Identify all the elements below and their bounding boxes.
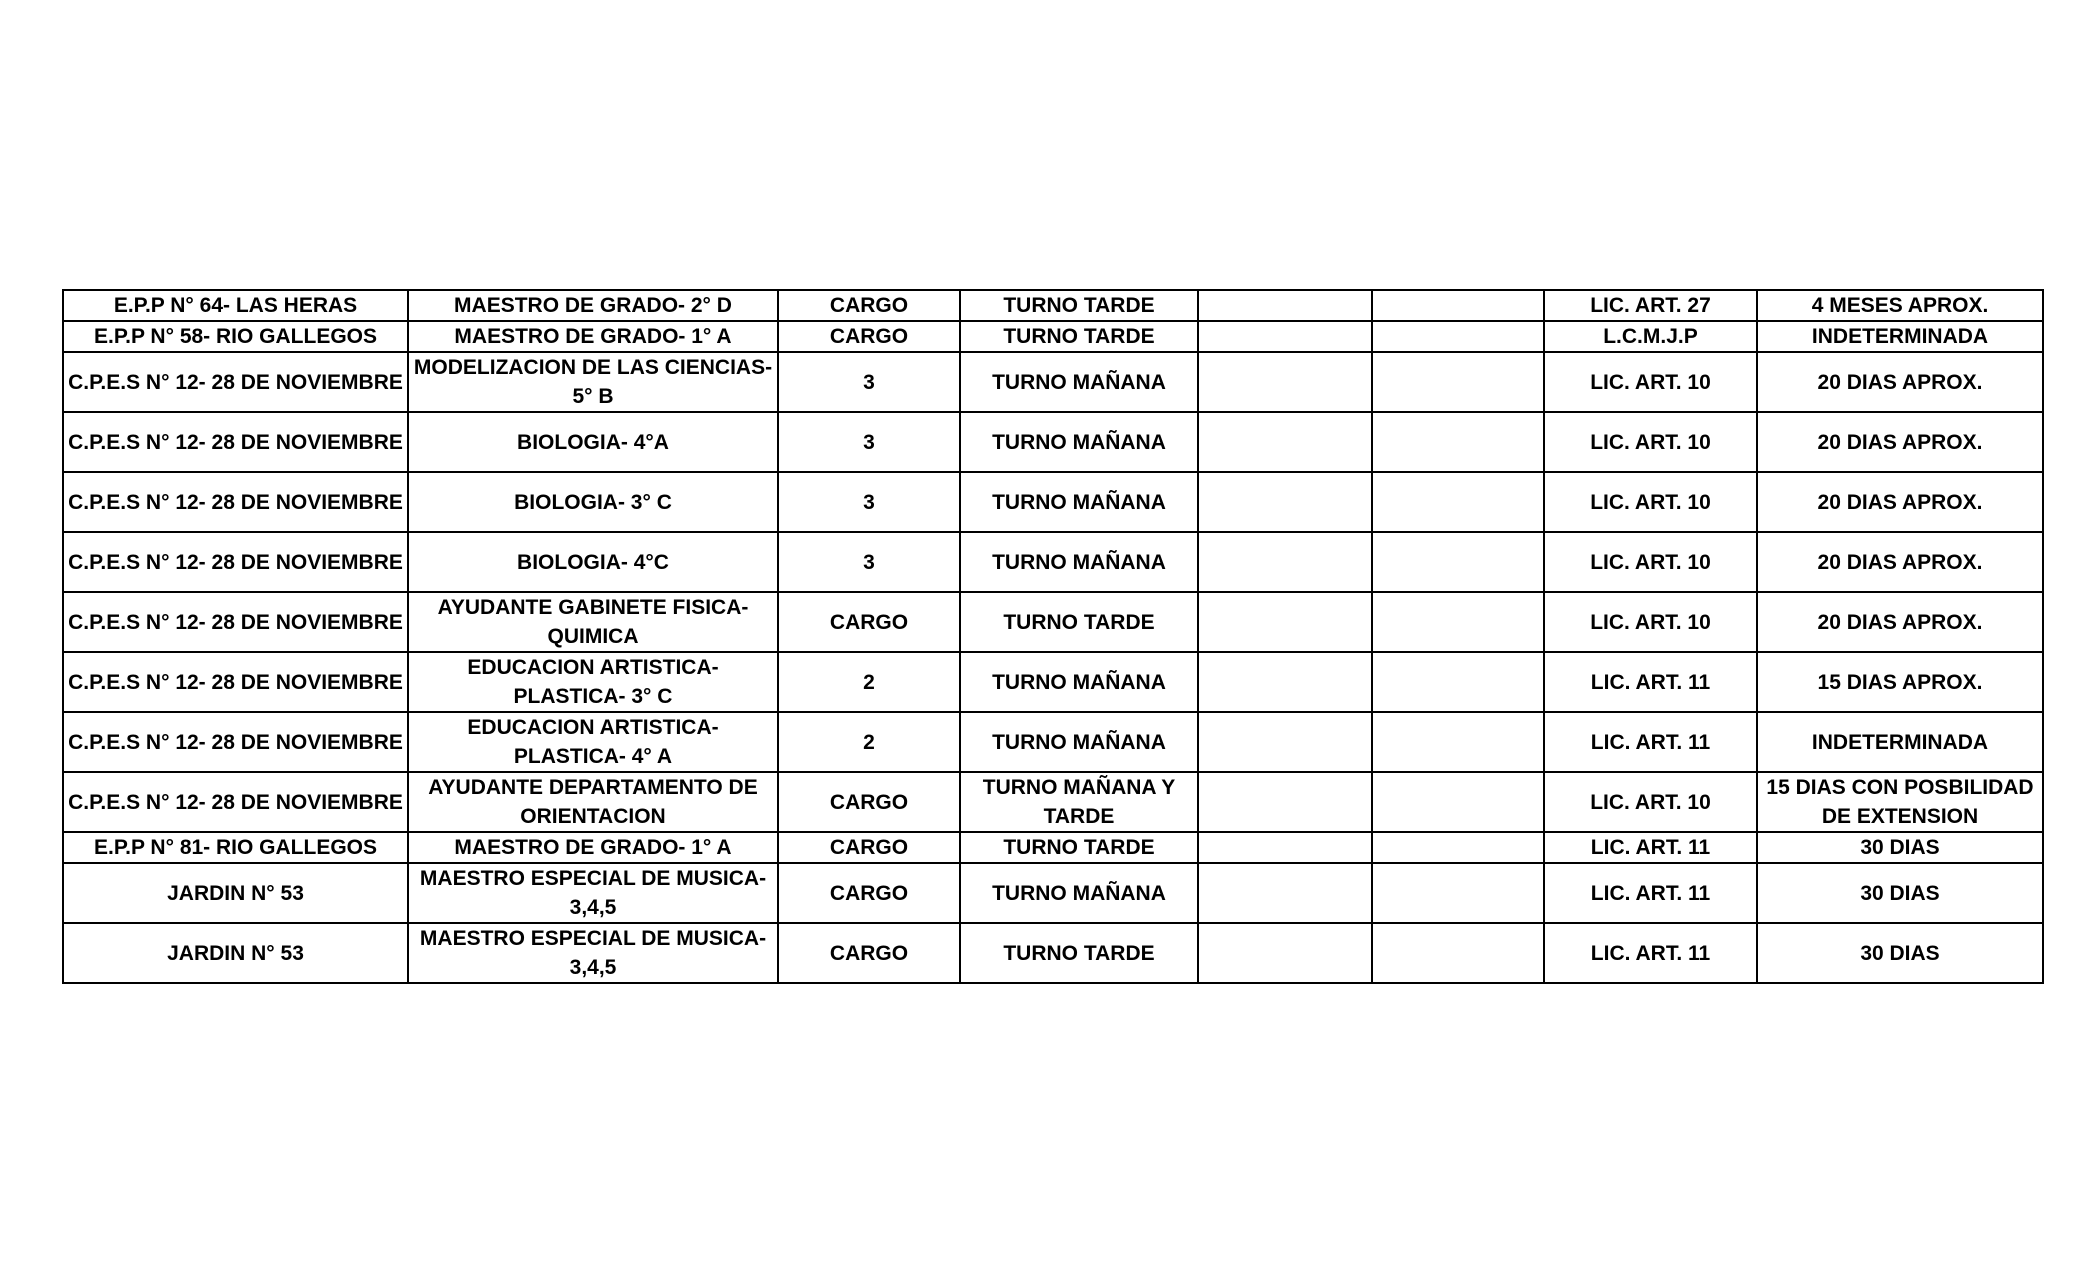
leave-type-cell: LIC. ART. 10: [1544, 772, 1757, 832]
table-row: [63, 290, 2043, 321]
table-row: [63, 832, 2043, 863]
empty-cell: [1372, 321, 1544, 352]
vacancy-sheet: [62, 289, 2042, 984]
shift-cell: TURNO MAÑANA: [960, 863, 1198, 923]
empty-cell: [1198, 923, 1372, 983]
shift-cell: TURNO MAÑANA: [960, 652, 1198, 712]
empty-cell: [1198, 352, 1372, 412]
hours-cell: CARGO: [778, 321, 960, 352]
school-cell: E.P.P N° 58- RIO GALLEGOS: [63, 321, 408, 352]
empty-cell: [1372, 863, 1544, 923]
hours-cell: CARGO: [778, 592, 960, 652]
shift-cell: TURNO TARDE: [960, 923, 1198, 983]
hours-cell: 2: [778, 652, 960, 712]
leave-type-cell: LIC. ART. 10: [1544, 412, 1757, 472]
shift-cell: TURNO MAÑANA Y TARDE: [960, 772, 1198, 832]
duration-cell: 20 DIAS APROX.: [1757, 592, 2043, 652]
position-cell: EDUCACION ARTISTICA- PLASTICA- 4° A: [408, 712, 778, 772]
empty-cell: [1372, 412, 1544, 472]
empty-cell: [1372, 472, 1544, 532]
position-cell: AYUDANTE GABINETE FISICA-QUIMICA: [408, 592, 778, 652]
empty-cell: [1198, 652, 1372, 712]
hours-cell: 3: [778, 412, 960, 472]
table-row: [63, 412, 2043, 472]
position-cell: BIOLOGIA- 3° C: [408, 472, 778, 532]
position-cell: MODELIZACION DE LAS CIENCIAS- 5° B: [408, 352, 778, 412]
table-row: [63, 321, 2043, 352]
school-cell: C.P.E.S N° 12- 28 DE NOVIEMBRE: [63, 712, 408, 772]
table-row: [63, 592, 2043, 652]
school-cell: C.P.E.S N° 12- 28 DE NOVIEMBRE: [63, 412, 408, 472]
table-row: [63, 863, 2043, 923]
position-cell: EDUCACION ARTISTICA- PLASTICA- 3° C: [408, 652, 778, 712]
position-cell: BIOLOGIA- 4°C: [408, 532, 778, 592]
duration-cell: 20 DIAS APROX.: [1757, 532, 2043, 592]
empty-cell: [1198, 592, 1372, 652]
position-cell: BIOLOGIA- 4°A: [408, 412, 778, 472]
hours-cell: CARGO: [778, 863, 960, 923]
vacancy-table: [62, 289, 2044, 984]
shift-cell: TURNO TARDE: [960, 290, 1198, 321]
leave-type-cell: LIC. ART. 10: [1544, 352, 1757, 412]
empty-cell: [1198, 712, 1372, 772]
leave-type-cell: LIC. ART. 11: [1544, 652, 1757, 712]
leave-type-cell: LIC. ART. 10: [1544, 592, 1757, 652]
hours-cell: CARGO: [778, 772, 960, 832]
shift-cell: TURNO TARDE: [960, 592, 1198, 652]
school-cell: JARDIN N° 53: [63, 863, 408, 923]
school-cell: C.P.E.S N° 12- 28 DE NOVIEMBRE: [63, 532, 408, 592]
empty-cell: [1198, 532, 1372, 592]
empty-cell: [1198, 472, 1372, 532]
empty-cell: [1372, 352, 1544, 412]
table-row: [63, 652, 2043, 712]
table-row: [63, 772, 2043, 832]
hours-cell: 3: [778, 472, 960, 532]
table-row: [63, 923, 2043, 983]
duration-cell: INDETERMINADA: [1757, 321, 2043, 352]
position-cell: MAESTRO DE GRADO- 1° A: [408, 832, 778, 863]
empty-cell: [1372, 923, 1544, 983]
shift-cell: TURNO TARDE: [960, 832, 1198, 863]
position-cell: MAESTRO DE GRADO- 1° A: [408, 321, 778, 352]
shift-cell: TURNO MAÑANA: [960, 712, 1198, 772]
school-cell: C.P.E.S N° 12- 28 DE NOVIEMBRE: [63, 352, 408, 412]
empty-cell: [1372, 592, 1544, 652]
position-cell: MAESTRO DE GRADO- 2° D: [408, 290, 778, 321]
table-row: [63, 352, 2043, 412]
empty-cell: [1198, 321, 1372, 352]
position-cell: MAESTRO ESPECIAL DE MUSICA- 3,4,5: [408, 923, 778, 983]
hours-cell: CARGO: [778, 832, 960, 863]
hours-cell: 2: [778, 712, 960, 772]
duration-cell: 20 DIAS APROX.: [1757, 412, 2043, 472]
position-cell: AYUDANTE DEPARTAMENTO DE ORIENTACION: [408, 772, 778, 832]
empty-cell: [1198, 290, 1372, 321]
hours-cell: 3: [778, 352, 960, 412]
duration-cell: 15 DIAS APROX.: [1757, 652, 2043, 712]
school-cell: JARDIN N° 53: [63, 923, 408, 983]
empty-cell: [1372, 712, 1544, 772]
school-cell: C.P.E.S N° 12- 28 DE NOVIEMBRE: [63, 472, 408, 532]
empty-cell: [1198, 412, 1372, 472]
empty-cell: [1198, 772, 1372, 832]
shift-cell: TURNO MAÑANA: [960, 472, 1198, 532]
empty-cell: [1372, 532, 1544, 592]
shift-cell: TURNO MAÑANA: [960, 532, 1198, 592]
duration-cell: 30 DIAS: [1757, 863, 2043, 923]
duration-cell: 20 DIAS APROX.: [1757, 352, 2043, 412]
table-row: [63, 532, 2043, 592]
empty-cell: [1372, 652, 1544, 712]
duration-cell: 20 DIAS APROX.: [1757, 472, 2043, 532]
leave-type-cell: LIC. ART. 11: [1544, 863, 1757, 923]
duration-cell: 15 DIAS CON POSBILIDAD DE EXTENSION: [1757, 772, 2043, 832]
table-row: [63, 472, 2043, 532]
duration-cell: 30 DIAS: [1757, 832, 2043, 863]
leave-type-cell: LIC. ART. 10: [1544, 532, 1757, 592]
leave-type-cell: L.C.M.J.P: [1544, 321, 1757, 352]
leave-type-cell: LIC. ART. 10: [1544, 472, 1757, 532]
table-body: [63, 290, 2043, 983]
hours-cell: CARGO: [778, 290, 960, 321]
leave-type-cell: LIC. ART. 27: [1544, 290, 1757, 321]
leave-type-cell: LIC. ART. 11: [1544, 923, 1757, 983]
empty-cell: [1198, 832, 1372, 863]
duration-cell: 30 DIAS: [1757, 923, 2043, 983]
duration-cell: INDETERMINADA: [1757, 712, 2043, 772]
table-row: [63, 712, 2043, 772]
shift-cell: TURNO MAÑANA: [960, 412, 1198, 472]
hours-cell: 3: [778, 532, 960, 592]
school-cell: E.P.P N° 64- LAS HERAS: [63, 290, 408, 321]
empty-cell: [1372, 290, 1544, 321]
school-cell: C.P.E.S N° 12- 28 DE NOVIEMBRE: [63, 652, 408, 712]
school-cell: C.P.E.S N° 12- 28 DE NOVIEMBRE: [63, 592, 408, 652]
shift-cell: TURNO TARDE: [960, 321, 1198, 352]
duration-cell: 4 MESES APROX.: [1757, 290, 2043, 321]
hours-cell: CARGO: [778, 923, 960, 983]
school-cell: C.P.E.S N° 12- 28 DE NOVIEMBRE: [63, 772, 408, 832]
empty-cell: [1372, 772, 1544, 832]
leave-type-cell: LIC. ART. 11: [1544, 832, 1757, 863]
shift-cell: TURNO MAÑANA: [960, 352, 1198, 412]
leave-type-cell: LIC. ART. 11: [1544, 712, 1757, 772]
position-cell: MAESTRO ESPECIAL DE MUSICA- 3,4,5: [408, 863, 778, 923]
school-cell: E.P.P N° 81- RIO GALLEGOS: [63, 832, 408, 863]
empty-cell: [1198, 863, 1372, 923]
empty-cell: [1372, 832, 1544, 863]
